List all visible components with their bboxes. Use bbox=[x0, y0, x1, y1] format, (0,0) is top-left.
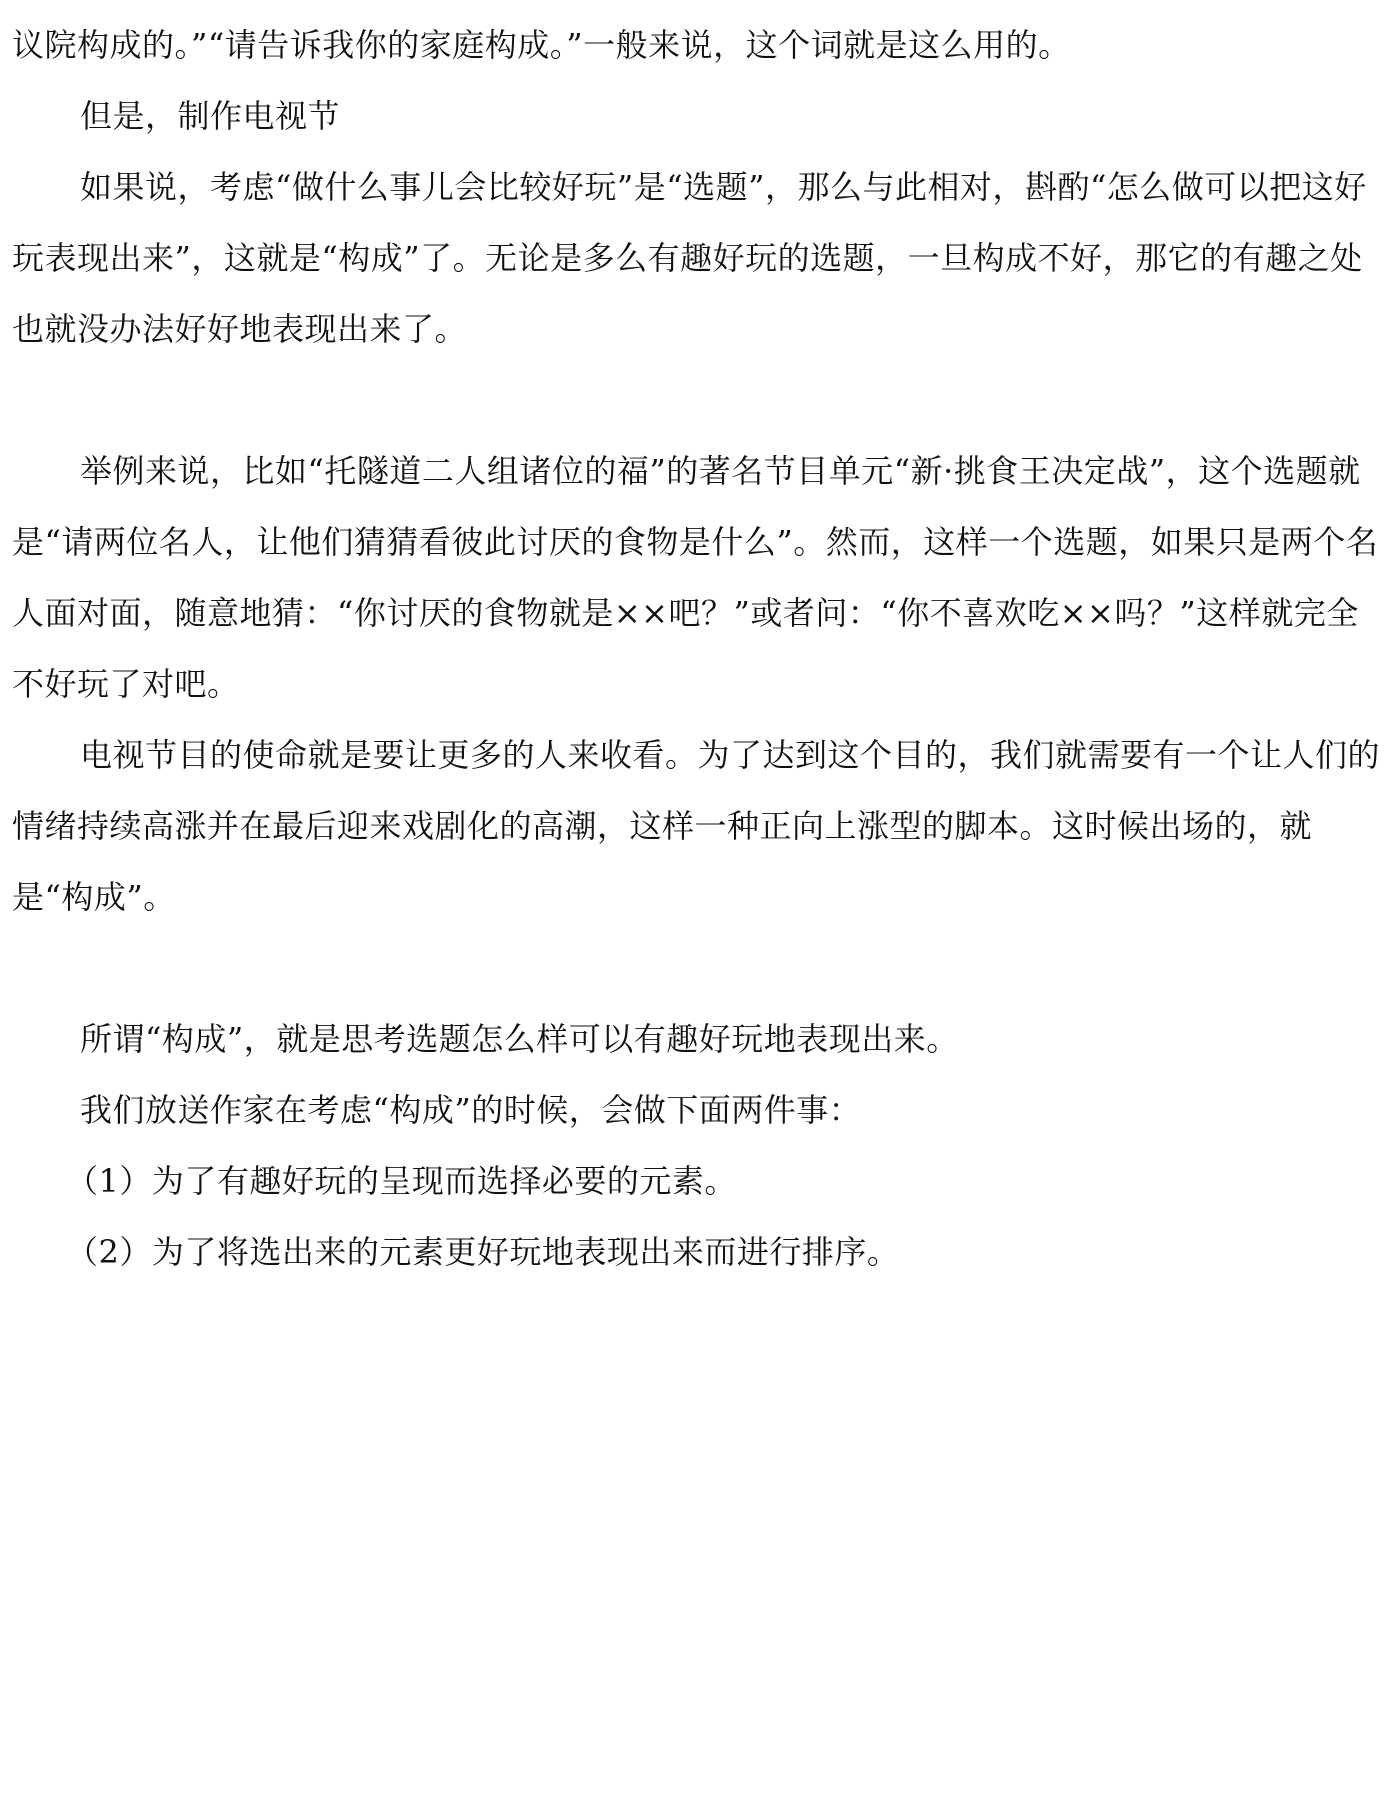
paragraph-3: 如果说，考虑“做什么事儿会比较好玩”是“选题”，那么与此相对，斟酌“怎么做可以把这好玩表现出来”，这就是“构成”了。无论是多么有趣好玩的选题，一旦构成不好，那它的有趣之处也就没办法好好地表现出来了。 bbox=[12, 168, 1367, 348]
document-body bbox=[12, 10, 1382, 1288]
paragraph-6: 所谓“构成”，就是思考选题怎么样可以有趣好玩地表现出来。 bbox=[80, 1020, 959, 1058]
list-item-2: （2）为了将选出来的元素更好玩地表现出来而进行排序。 bbox=[66, 1233, 900, 1271]
paragraph-1: 议院构成的。”“请告诉我你的家庭构成。”一般来说，这个词就是这么用的。 bbox=[12, 26, 1071, 64]
paragraph-gap bbox=[12, 933, 1382, 1004]
list-item-1: （1）为了有趣好玩的呈现而选择必要的元素。 bbox=[66, 1162, 737, 1200]
paragraph-5: 电视节目的使命就是要让更多的人来收看。为了达到这个目的，我们就需要有一个让人们的情绪持续高涨并在最后迎来戏剧化的高潮，这样一种正向上涨型的脚本。这时候出场的，就是“构成”。 bbox=[12, 736, 1381, 916]
paragraph-7: 我们放送作家在考虑“构成”的时候，会做下面两件事： bbox=[80, 1091, 862, 1129]
paragraph-gap bbox=[12, 365, 1382, 436]
paragraph-4: 举例来说，比如“托隧道二人组诸位的福”的著名节目单元“新·挑食王决定战”，这个选题就是“请两位名人，让他们猜猜看彼此讨厌的食物是什么”。然而，这样一个选题，如果只是两个名人面对面，随意地猜：“你讨厌的食物就是××吧？”或者问：“你不喜欢吃××吗？”这样就完全不好玩了对吧。 bbox=[12, 452, 1379, 703]
paragraph-2: 但是，制作电视节 bbox=[80, 97, 341, 135]
